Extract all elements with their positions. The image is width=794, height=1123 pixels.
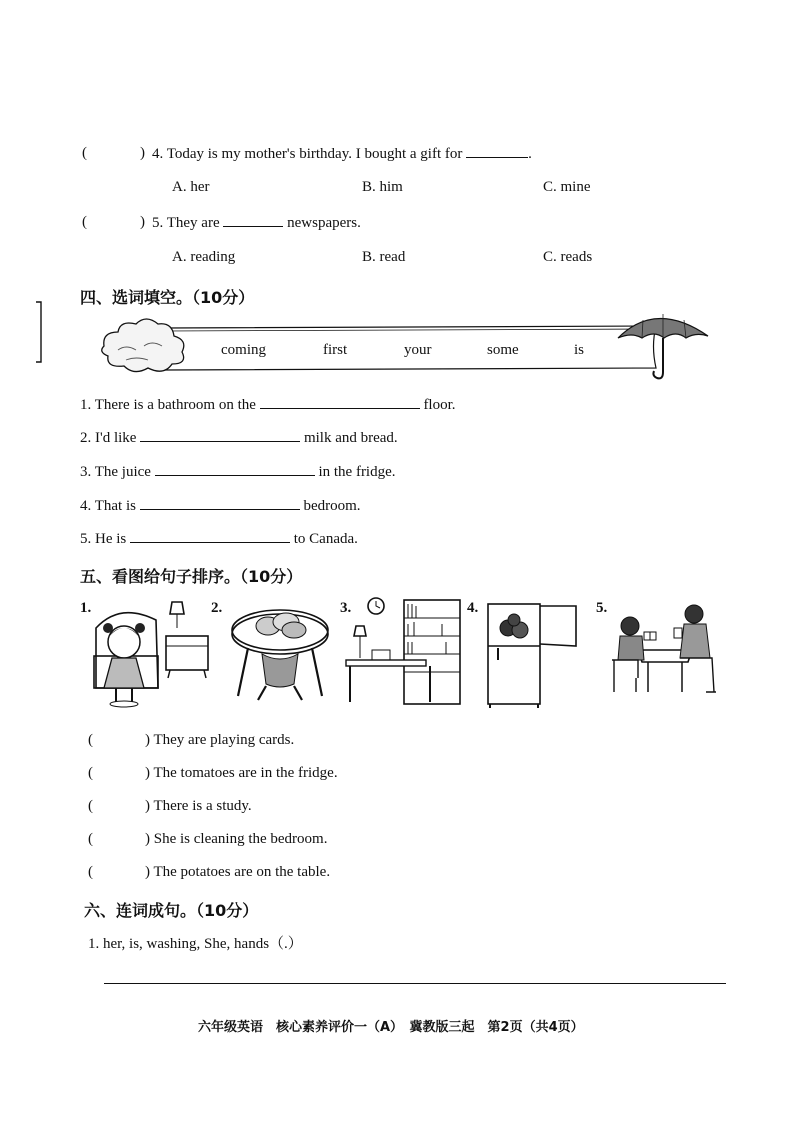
- fill-item-3-after: in the fridge.: [318, 464, 396, 480]
- picture-number-3: 3.: [340, 600, 352, 616]
- fill-item-2-after: milk and bread.: [303, 430, 398, 446]
- picture-fridge-tomatoes: [484, 600, 582, 708]
- word-bank-word-2: first: [323, 342, 348, 358]
- q5-paren-close: ): [140, 214, 145, 230]
- fill-item-4-blank[interactable]: [140, 497, 300, 510]
- order-sentence-3: [88, 798, 252, 815]
- fill-item-1-after: floor.: [423, 397, 456, 413]
- q5-paren-open: (: [82, 214, 87, 230]
- section5-title: 五、看图给句子排序。（10分）: [80, 567, 303, 586]
- fill-item-5-after: to Canada.: [293, 531, 358, 547]
- order-sentence-1: [88, 732, 294, 749]
- q4-option-a: A. her: [172, 179, 210, 195]
- order-sentence-4: [88, 831, 327, 848]
- page-footer: 六年级英语 核心素养评价一（A） 冀教版三起 第2页（共4页）: [198, 1020, 584, 1035]
- fill-item-3-text: 3. The juice: [80, 464, 151, 480]
- order-sentence-2: [88, 765, 338, 782]
- word-bank-word-3: your: [404, 342, 432, 358]
- cloud-icon: [102, 319, 184, 372]
- fill-item-1-text: 1. There is a bathroom on the: [80, 397, 256, 413]
- fill-item-4-text: 4. That is: [80, 498, 136, 514]
- order-paren-open-2: (: [88, 765, 93, 781]
- fill-item-1: [80, 396, 456, 414]
- answer-line[interactable]: [104, 983, 726, 984]
- picture-number-4: 4.: [467, 600, 479, 616]
- q4-text: 4. Today is my mother's birthday. I bought a gift for: [152, 146, 463, 162]
- fill-item-5-text: 5. He is: [80, 531, 127, 547]
- picture-study: [342, 596, 464, 708]
- q5-blank[interactable]: [223, 214, 283, 227]
- order-sentence-text-3: There is a study.: [153, 798, 252, 814]
- q4-option-c: C. mine: [543, 179, 591, 195]
- q5-text-after: newspapers.: [287, 215, 361, 231]
- picture-number-2: 2.: [211, 600, 223, 616]
- q4-blank[interactable]: [466, 145, 528, 158]
- fill-item-2-text: 2. I'd like: [80, 430, 137, 446]
- q5-text-before: 5. They are: [152, 215, 220, 231]
- order-paren-close-5: ): [145, 864, 150, 880]
- q5-option-a: A. reading: [172, 249, 236, 265]
- fill-item-5: [80, 530, 358, 548]
- fill-item-3: [80, 463, 396, 481]
- picture-playing-cards: [608, 600, 718, 704]
- section4-title: 四、选词填空。（10分）: [80, 288, 255, 307]
- q4-option-b: B. him: [362, 179, 403, 195]
- picture-number-1: 1.: [80, 600, 92, 616]
- order-paren-open-5: (: [88, 864, 93, 880]
- word-bank-word-5: is: [574, 342, 585, 358]
- order-paren-close-2: ): [145, 765, 150, 781]
- fill-item-4: [80, 497, 361, 515]
- fill-item-5-blank[interactable]: [130, 530, 290, 543]
- order-sentence-text-1: They are playing cards.: [153, 732, 295, 748]
- margin-bracket: [34, 300, 46, 364]
- order-sentence-text-2: The tomatoes are in the fridge.: [153, 765, 338, 781]
- picture-number-5: 5.: [596, 600, 608, 616]
- sentence-build-item-1: 1. her, is, washing, She, hands（.）: [88, 936, 303, 952]
- order-paren-open-1: (: [88, 732, 93, 748]
- order-paren-close-3: ): [145, 798, 150, 814]
- picture-girl-cleaning-bedroom: [90, 598, 212, 710]
- q4-period: .: [528, 146, 532, 162]
- fill-item-1-blank[interactable]: [260, 396, 420, 409]
- q5-option-b: B. read: [362, 249, 406, 265]
- q5-option-c: C. reads: [543, 249, 593, 265]
- order-paren-close-4: ): [145, 831, 150, 847]
- q4-paren-close: ): [140, 145, 145, 161]
- order-paren-open-4: (: [88, 831, 93, 847]
- q4-question: [152, 145, 532, 163]
- word-bank-word-4: some: [487, 342, 519, 358]
- word-bank-word-1: coming: [221, 342, 266, 358]
- order-paren-close-1: ): [145, 732, 150, 748]
- picture-potatoes-on-table: [228, 604, 332, 704]
- order-sentence-text-5: The potatoes are on the table.: [153, 864, 331, 880]
- fill-item-4-after: bedroom.: [303, 498, 361, 514]
- fill-item-2: [80, 429, 398, 447]
- q4-paren-open: (: [82, 145, 87, 161]
- order-sentence-text-4: She is cleaning the bedroom.: [153, 831, 328, 847]
- fill-item-2-blank[interactable]: [140, 429, 300, 442]
- q5-question: [152, 214, 361, 232]
- order-paren-open-3: (: [88, 798, 93, 814]
- fill-item-3-blank[interactable]: [155, 463, 315, 476]
- order-sentence-5: [88, 864, 330, 881]
- section6-title: 六、连词成句。（10分）: [84, 901, 259, 920]
